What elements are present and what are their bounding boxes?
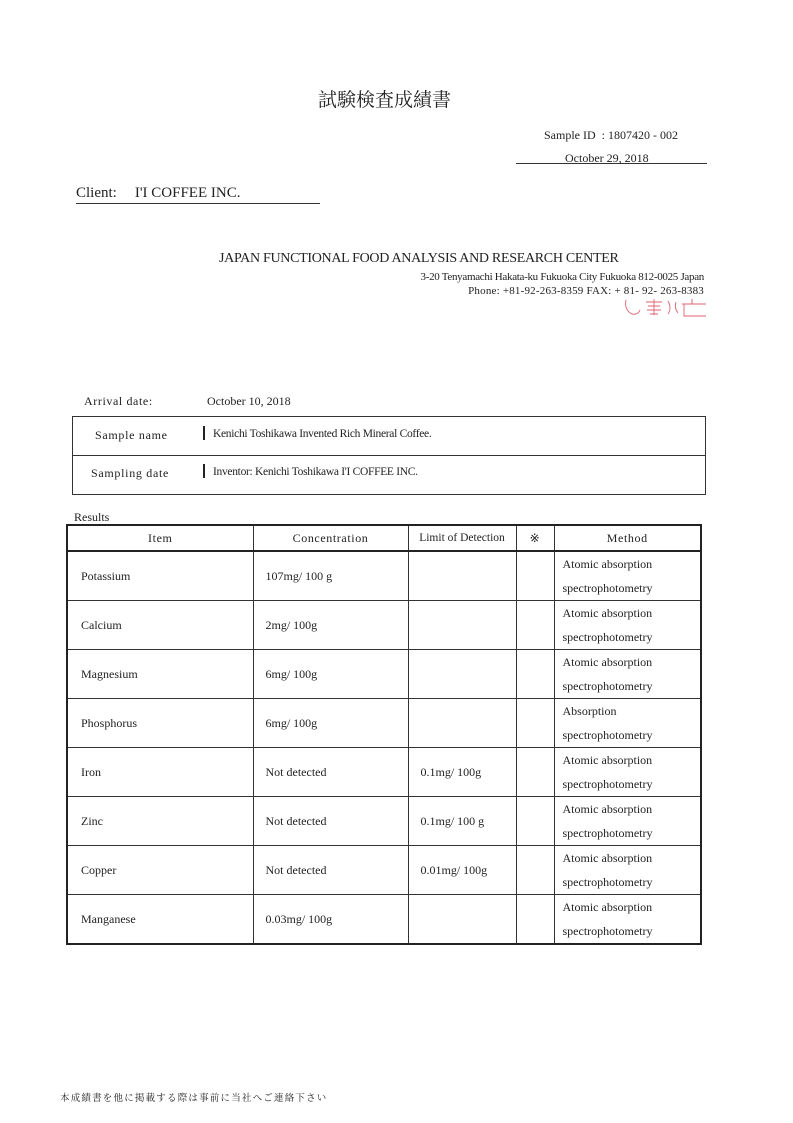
method-line: Atomic absorption	[562, 753, 653, 767]
limit-of-detection-cell	[408, 601, 516, 650]
center-name: JAPAN FUNCTIONAL FOOD ANALYSIS AND RESEARCH CENTER	[219, 251, 619, 266]
client-label: Client:	[76, 185, 117, 201]
note-cell	[516, 601, 554, 650]
sample-name-label: Sample name	[95, 428, 168, 442]
note-cell	[516, 748, 554, 797]
concentration-cell: 0.03mg/ 100g	[253, 895, 408, 945]
method-line: Atomic absorption	[562, 851, 653, 865]
method-cell	[554, 601, 701, 650]
results-header-row	[67, 525, 701, 551]
col-header-concentration: Concentration	[253, 525, 408, 551]
concentration-cell: Not detected	[253, 846, 408, 895]
report-date: October 29, 2018	[565, 151, 649, 165]
method-line: spectrophotometry	[562, 728, 653, 742]
note-cell	[516, 650, 554, 699]
method-cell	[554, 846, 701, 895]
limit-of-detection-cell: 0.1mg/ 100 g	[408, 797, 516, 846]
client-name: I'I COFFEE INC.	[134, 185, 241, 201]
col-header-note-mark: ※	[516, 525, 554, 551]
table-row	[67, 551, 701, 601]
sample-name-value: Kenichi Toshikawa Invented Rich Mineral Coffee.	[213, 428, 432, 440]
footer-notice: 本成績書を他に掲載する際は事前に当社へご連絡下さい	[60, 1093, 328, 1104]
method-line: spectrophotometry	[562, 630, 653, 644]
concentration-cell: 6mg/ 100g	[253, 650, 408, 699]
concentration-cell: Not detected	[253, 797, 408, 846]
item-cell: Iron	[67, 748, 253, 797]
method-cell	[554, 895, 701, 945]
item-cell: Phosphorus	[67, 699, 253, 748]
table-row	[67, 650, 701, 699]
document-title: 試験検査成績書	[318, 89, 452, 111]
method-cell	[554, 797, 701, 846]
item-cell: Zinc	[67, 797, 253, 846]
table-row	[67, 846, 701, 895]
method-line: spectrophotometry	[562, 826, 653, 840]
note-cell	[516, 846, 554, 895]
method-line: spectrophotometry	[562, 679, 653, 693]
sampling-date-label: Sampling date	[91, 466, 170, 480]
limit-of-detection-cell	[408, 699, 516, 748]
table-row	[67, 748, 701, 797]
col-header-item: Item	[67, 525, 253, 551]
results-table	[66, 524, 702, 945]
method-line: Atomic absorption	[562, 655, 653, 669]
limit-of-detection-cell	[408, 895, 516, 945]
concentration-cell: Not detected	[253, 748, 408, 797]
method-line: Atomic absorption	[562, 900, 653, 914]
item-cell: Calcium	[67, 601, 253, 650]
sampling-date-row	[73, 455, 705, 493]
table-row	[67, 797, 701, 846]
sample-id: Sample ID : 1807420 - 002	[544, 128, 678, 142]
table-row	[67, 895, 701, 945]
method-line: spectrophotometry	[562, 924, 653, 938]
concentration-cell: 6mg/ 100g	[253, 699, 408, 748]
method-line: Atomic absorption	[562, 802, 653, 816]
note-cell	[516, 797, 554, 846]
method-line: Atomic absorption	[562, 557, 653, 571]
sampling-date-value: Inventor: Kenichi Toshikawa I'I COFFEE INC.	[213, 466, 418, 478]
method-line: Atomic absorption	[562, 606, 653, 620]
method-cell	[554, 650, 701, 699]
table-row	[67, 601, 701, 650]
limit-of-detection-cell: 0.01mg/ 100g	[408, 846, 516, 895]
table-row	[67, 699, 701, 748]
item-cell: Copper	[67, 846, 253, 895]
method-cell	[554, 748, 701, 797]
limit-of-detection-cell	[408, 650, 516, 699]
note-cell	[516, 895, 554, 945]
results-label: Results	[74, 510, 110, 524]
separator-bar	[203, 426, 205, 440]
separator-bar	[203, 464, 205, 478]
method-line: spectrophotometry	[562, 777, 653, 791]
center-phone: Phone: +81-92-263-8359 FAX: + 81- 92- 263-8383	[468, 285, 704, 297]
arrival-date-value: October 10, 2018	[207, 394, 291, 408]
note-cell	[516, 699, 554, 748]
method-cell	[554, 699, 701, 748]
arrival-date-label: Arrival date:	[84, 394, 153, 408]
sample-name-row	[73, 417, 705, 456]
method-line: Absorption	[562, 704, 617, 718]
limit-of-detection-cell: 0.1mg/ 100g	[408, 748, 516, 797]
method-line: spectrophotometry	[562, 581, 653, 595]
item-cell: Magnesium	[67, 650, 253, 699]
limit-of-detection-cell	[408, 551, 516, 601]
method-cell	[554, 551, 701, 601]
date-underline	[516, 163, 707, 164]
client-line	[76, 185, 320, 204]
item-cell: Potassium	[67, 551, 253, 601]
col-header-limit-of-detection: Limit of Detection	[408, 525, 516, 551]
note-cell	[516, 551, 554, 601]
center-address: 3-20 Tenyamachi Hakata-ku Fukuoka City Fukuoka 812-0025 Japan	[420, 271, 704, 283]
concentration-cell: 2mg/ 100g	[253, 601, 408, 650]
col-header-method: Method	[554, 525, 701, 551]
item-cell: Manganese	[67, 895, 253, 945]
method-line: spectrophotometry	[562, 875, 653, 889]
company-seal-stamp	[622, 296, 708, 318]
concentration-cell: 107mg/ 100 g	[253, 551, 408, 601]
sample-info-box	[72, 416, 706, 495]
